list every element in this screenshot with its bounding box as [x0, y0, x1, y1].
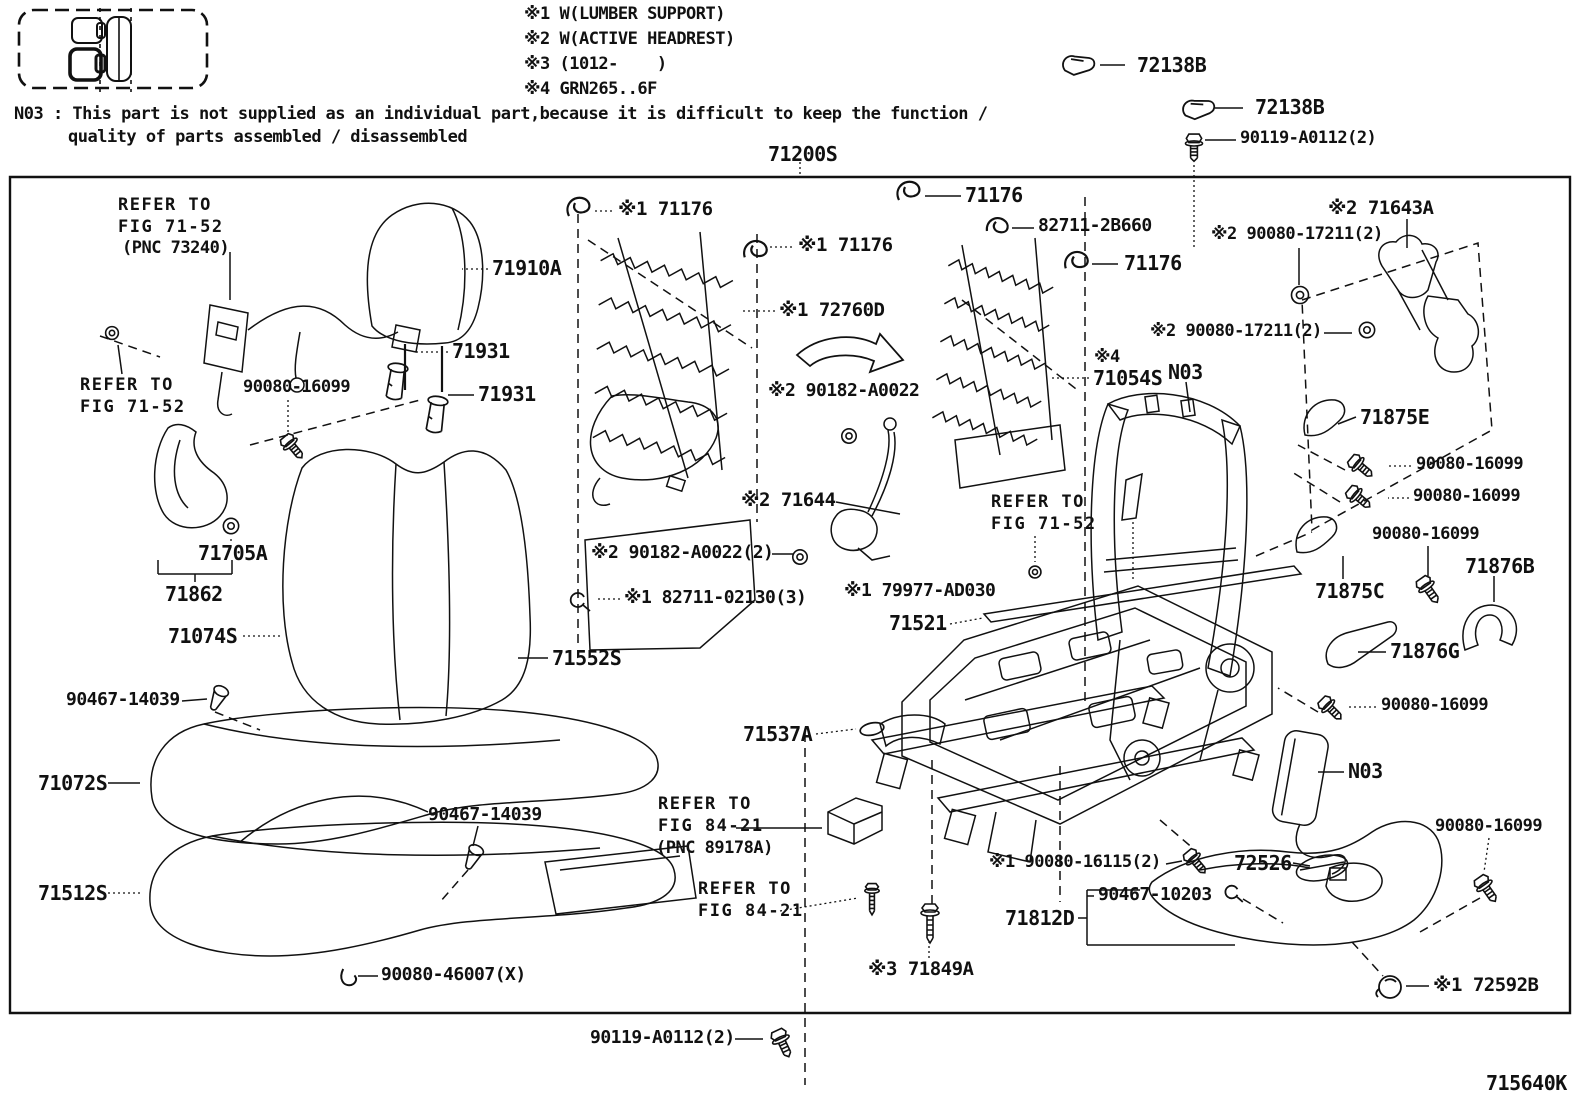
label-1-71176: ※1 71176 [798, 234, 893, 256]
label-715640k: 715640K [1486, 1071, 1567, 1095]
clamp-icon [1062, 52, 1096, 76]
nut-icon [1029, 566, 1041, 578]
label-72138b: 72138B [1255, 95, 1325, 119]
label-2-71644: ※2 71644 [741, 489, 836, 511]
label-fig-84-21: FIG 84-21 [698, 901, 804, 921]
label-72138b: 72138B [1137, 53, 1207, 77]
screw-icon [1345, 452, 1377, 483]
label-90119-a0112-2: 90119-A0112(2) [590, 1027, 735, 1048]
label-n03: N03 [1168, 360, 1203, 384]
nut-icon [106, 327, 119, 340]
seat-back-frame-art [1091, 394, 1254, 780]
label-71812d: 71812D [1005, 906, 1075, 930]
seat-wire-strip-art [984, 566, 1301, 622]
j-hook-icon [341, 969, 356, 985]
seat-back-cushion-art [283, 449, 531, 724]
screw-icon [1316, 694, 1347, 725]
label-n03-this-part-is-not-supplie: N03 : This part is not supplied as an individual part,because it is difficult to keep the function / [14, 104, 988, 124]
nut-icon [842, 429, 856, 443]
seat-cushion-art [150, 708, 696, 956]
nut-icon [223, 518, 238, 533]
headrest-support-icon [424, 395, 449, 434]
headrest-art [367, 203, 482, 392]
label-71512s: 71512S [38, 881, 108, 905]
label-1-79977-ad030: ※1 79977-AD030 [844, 580, 996, 601]
label-71552s: 71552S [552, 646, 622, 670]
label-71931: 71931 [452, 339, 510, 363]
label-90080-46007-x: 90080-46007(X) [381, 964, 526, 985]
label-1-90080-16115-2: ※1 90080-16115(2) [989, 852, 1161, 872]
label-71862: 71862 [165, 582, 223, 606]
label-3-1012: ※3 (1012- ) [524, 54, 667, 74]
clip-icon [986, 215, 1010, 237]
label-71521: 71521 [889, 611, 947, 635]
direction-arrow-icon [797, 334, 903, 372]
label-refer-to: REFER TO [658, 794, 752, 814]
label-refer-to: REFER TO [698, 879, 792, 899]
nut-icon [793, 550, 807, 564]
label-71537a: 71537A [743, 722, 813, 746]
screw-icon [1413, 574, 1444, 608]
label-n03: N03 [1348, 759, 1383, 783]
label-refer-to: REFER TO [991, 492, 1085, 512]
label-quality-of-parts-assembled-d: quality of parts assembled / disassembled [68, 127, 468, 147]
label-2-90182-a0022: ※2 90182-A0022 [768, 380, 920, 401]
label-71875e: 71875E [1360, 405, 1430, 429]
label-pnc-89178a: (PNC 89178A) [656, 838, 773, 858]
screw-icon [1181, 846, 1212, 878]
label-82711-2b660: 82711-2B660 [1038, 215, 1152, 236]
vehicle-seat-location-icon [19, 8, 207, 92]
label-fig-84-21: FIG 84-21 [658, 816, 764, 836]
label-71200s: 71200S [768, 142, 838, 166]
label-90080-16099: 90080-16099 [1435, 816, 1543, 836]
tapping-screw-icon [865, 884, 879, 915]
label-71176: 71176 [1124, 251, 1182, 275]
label-90080-16099: 90080-16099 [1372, 524, 1480, 544]
label-71705a: 71705A [198, 541, 268, 565]
label-pnc-73240: (PNC 73240) [122, 238, 230, 258]
label-90080-16099: 90080-16099 [1413, 486, 1521, 506]
label-1-71176: ※1 71176 [618, 198, 713, 220]
label-1-72760d: ※1 72760D [779, 299, 885, 321]
label-1-72592b: ※1 72592B [1433, 974, 1539, 996]
label-4: ※4 [1094, 347, 1120, 367]
clip-icon [743, 239, 768, 261]
screw-icon [1471, 873, 1502, 907]
label-71876b: 71876B [1465, 554, 1535, 578]
label-71054s: 71054S [1093, 366, 1163, 390]
label-fig-71-52: FIG 71-52 [80, 397, 186, 417]
screw-icon [1186, 134, 1203, 161]
label-2-w-active-headrest: ※2 W(ACTIVE HEADREST) [524, 29, 735, 49]
label-90467-14039: 90467-14039 [428, 804, 542, 825]
nut-icon [1292, 287, 1309, 304]
screw-icon [769, 1027, 797, 1061]
label-1-w-lumber-support: ※1 W(LUMBER SUPPORT) [524, 4, 725, 24]
label-2-90080-17211-2: ※2 90080-17211(2) [1150, 321, 1322, 341]
label-90080-16099: 90080-16099 [1416, 454, 1524, 474]
label-1-82711-02130-3: ※1 82711-02130(3) [624, 587, 807, 608]
label-90080-16099: 90080-16099 [1381, 695, 1489, 715]
hinge-bracket-art [1379, 235, 1479, 372]
label-71074s: 71074S [168, 624, 238, 648]
clamp-icon [1181, 95, 1216, 122]
cone-pin-icon [461, 843, 485, 872]
label-2-90182-a0022-2: ※2 90182-A0022(2) [591, 542, 774, 563]
label-71176: 71176 [965, 183, 1023, 207]
label-71910a: 71910A [492, 256, 562, 280]
seat-back-spring2-art [915, 238, 1070, 488]
leader-lines [108, 65, 1494, 1039]
label-90467-14039: 90467-14039 [66, 689, 180, 710]
sensor-bracket-art [828, 798, 882, 844]
nut-icon [1359, 322, 1374, 337]
label-refer-to: REFER TO [118, 195, 212, 215]
label-71876g: 71876G [1390, 639, 1460, 663]
tapping-screw-icon [921, 904, 939, 943]
label-2-90080-17211-2: ※2 90080-17211(2) [1211, 224, 1383, 244]
clip-icon [567, 198, 589, 216]
label-4-grn265-6f: ※4 GRN265..6F [524, 79, 657, 99]
label-2-71643a: ※2 71643A [1328, 197, 1434, 219]
label-refer-to: REFER TO [80, 375, 174, 395]
hardware-icons-layer [106, 52, 1503, 1060]
spacer-strip-art [1122, 474, 1142, 520]
label-fig-71-52: FIG 71-52 [991, 514, 1097, 534]
label-90080-16099: 90080-16099 [243, 377, 351, 397]
label-71875c: 71875C [1315, 579, 1385, 603]
cone-pin-icon [206, 684, 230, 713]
label-71072s: 71072S [38, 771, 108, 795]
label-90119-a0112-2: 90119-A0112(2) [1240, 128, 1377, 148]
lock-cable-art [831, 418, 896, 560]
label-72526: 72526 [1234, 851, 1292, 875]
airbag-module-art [1271, 729, 1330, 827]
knob-icon [1376, 976, 1401, 998]
ring-clip-icon [1225, 886, 1242, 902]
clip-icon [897, 182, 919, 200]
label-71931: 71931 [478, 382, 536, 406]
label-3-71849a: ※3 71849A [868, 958, 974, 980]
label-fig-71-52: FIG 71-52 [118, 217, 224, 237]
label-90467-10203: 90467-10203 [1098, 884, 1212, 905]
